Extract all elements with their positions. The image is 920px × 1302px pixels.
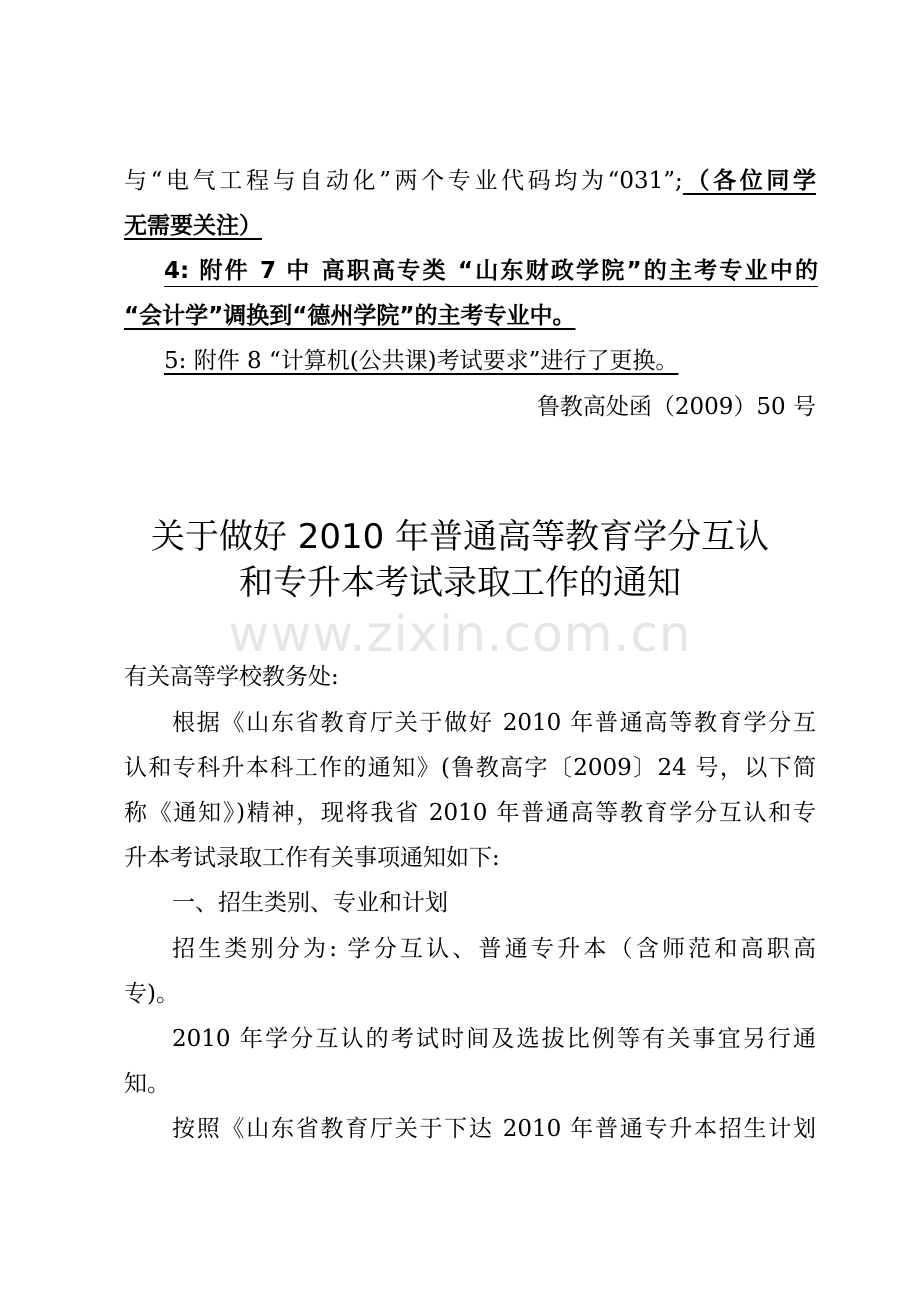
section-heading-1: 一、招生类别、专业和计划 xyxy=(172,890,448,916)
p1-line-1: 根据《山东省教育厅关于做好 2010 年普通高等教育学分互 xyxy=(172,710,816,736)
p4-line-1: 按照《山东省教育厅关于下达 2010 年普通专升本招生计划 xyxy=(172,1116,816,1142)
watermark: www.zixin.com.cn xyxy=(228,605,692,663)
salutation: 有关高等学校教务处: xyxy=(124,664,339,690)
doc-number: 鲁教高处函（2009）50 号 xyxy=(536,394,816,420)
item-4-line-2: “会计学”调换到“德州学院”的主考专业中。 xyxy=(124,303,576,329)
prev-line-1-text: 与“电气工程与自动化”两个专业代码均为“031”; xyxy=(124,168,683,194)
p1-line-3: 称《通知》)精神，现将我省 2010 年普通高等教育学分互认和专 xyxy=(124,800,816,826)
prev-line-1 xyxy=(124,166,816,196)
p2-line-2: 专)。 xyxy=(124,981,179,1007)
title-line-1: 关于做好 2010 年普通高等教育学分互认 xyxy=(150,517,770,557)
prev-line-1-note: （各位同学 xyxy=(682,168,817,194)
prev-line-2 xyxy=(124,211,816,241)
title-line-2: 和专升本考试录取工作的通知 xyxy=(239,563,681,603)
p1-line-2: 认和专科升本科工作的通知》(鲁教高字〔2009〕24 号，以下简 xyxy=(124,755,816,781)
p3-line-1: 2010 年学分互认的考试时间及选拔比例等有关事宜另行通 xyxy=(172,1026,816,1052)
p1-line-4: 升本考试录取工作有关事项通知如下: xyxy=(124,845,500,871)
item-4-line-1: 4: 附件 7 中 高职高专类 “山东财政学院”的主考专业中的 xyxy=(164,256,818,287)
p3-line-2: 知。 xyxy=(124,1071,170,1097)
prev-line-2-note: 无需要关注） xyxy=(124,213,262,239)
p2-line-1: 招生类别分为: 学分互认、普通专升本（含师范和高职高 xyxy=(172,936,816,962)
item-5: 5: 附件 8 “计算机(公共课)考试要求”进行了更换。 xyxy=(164,348,679,374)
